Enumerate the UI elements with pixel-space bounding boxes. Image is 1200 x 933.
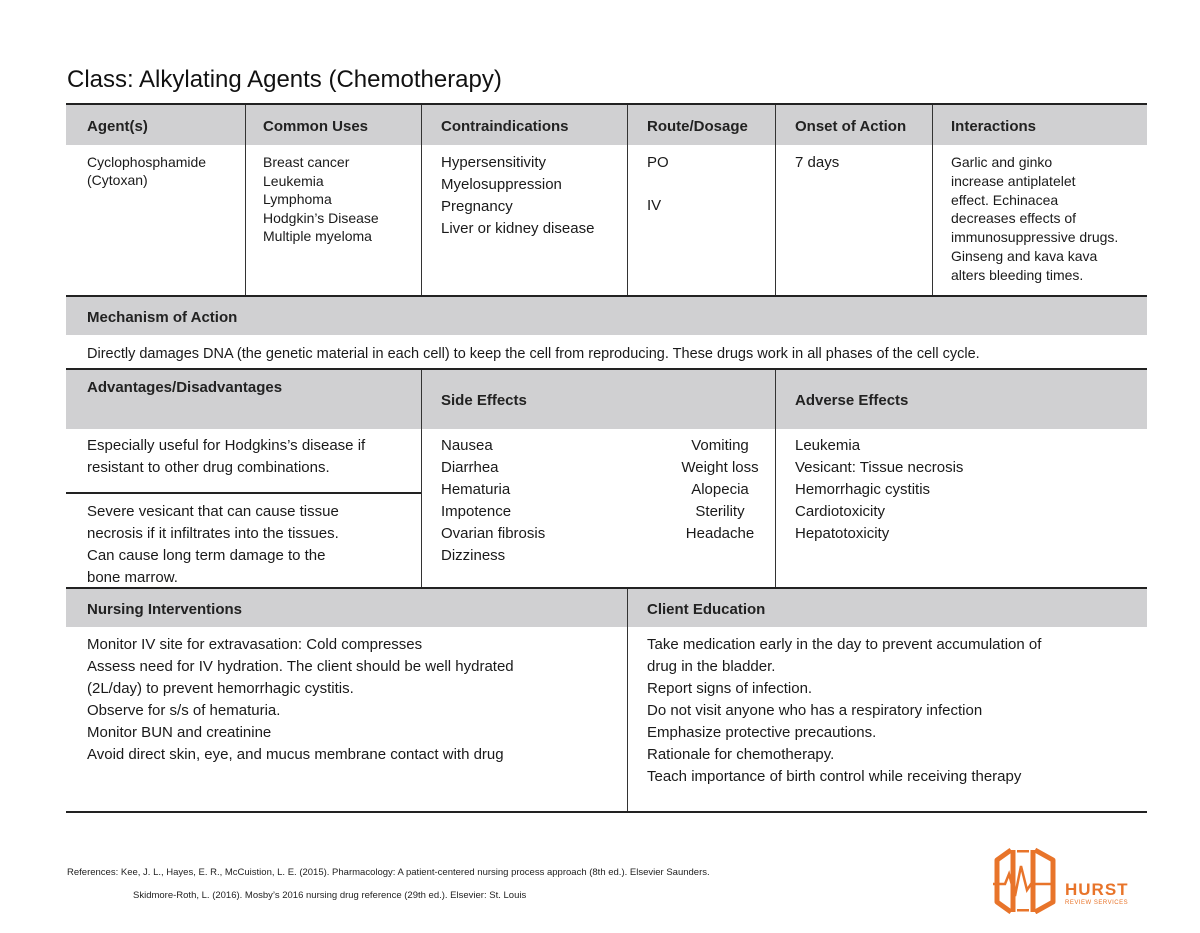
nursing-list bbox=[87, 634, 514, 766]
col-divider bbox=[421, 105, 422, 295]
adverse-effects-list bbox=[795, 435, 963, 545]
nursing-item: Observe for s/s of hematuria. bbox=[87, 702, 281, 719]
hurst-logo bbox=[993, 846, 1143, 914]
col-divider bbox=[775, 105, 776, 295]
adverse-effect-item: Cardiotoxicity bbox=[795, 503, 886, 520]
interaction-line: effect. Echinacea bbox=[951, 191, 1059, 208]
education-item: Report signs of infection. bbox=[647, 680, 813, 697]
agent-name: Cyclophosphamide bbox=[87, 154, 207, 170]
mechanism-text: Directly damages DNA (the genetic material in each cell) to keep the cell from reproducing. These drugs work in all phases of the cell cycle. bbox=[87, 346, 980, 362]
adverse-effect-item: Hemorrhagic cystitis bbox=[795, 481, 931, 498]
nursing-item: Assess need for IV hydration. The client should be well hydrated bbox=[87, 658, 514, 675]
interaction-line: decreases effects of bbox=[951, 210, 1077, 227]
adverse-effect-item: Hepatotoxicity bbox=[795, 525, 890, 542]
adverse-effect-item: Vesicant: Tissue necrosis bbox=[795, 459, 964, 476]
contraindication-item: Myelosuppression bbox=[441, 176, 562, 193]
logo-tagline: REVIEW SERVICES bbox=[1065, 900, 1129, 906]
education-list bbox=[647, 634, 1041, 788]
page-title: Class: Alkylating Agents (Chemotherapy) bbox=[67, 66, 502, 93]
contraindication-item: Liver or kidney disease bbox=[441, 220, 595, 237]
side-effect-item: Weight loss bbox=[681, 459, 759, 476]
advantage-line: resistant to other drug combinations. bbox=[87, 459, 330, 476]
col-header-common-uses: Common Uses bbox=[263, 118, 369, 135]
uses-cell bbox=[263, 153, 379, 246]
logo-name: HURST bbox=[1065, 880, 1129, 899]
nursing-item: (2L/day) to prevent hemorrhagic cystitis. bbox=[87, 680, 354, 697]
adverse-effect-item: Leukemia bbox=[795, 437, 861, 454]
col-header-interactions: Interactions bbox=[951, 118, 1037, 135]
side-effect-item: Hematuria bbox=[441, 481, 511, 498]
contraindication-item: Pregnancy bbox=[441, 198, 513, 215]
nursing-header: Nursing Interventions bbox=[87, 601, 243, 618]
side-effect-item: Sterility bbox=[695, 503, 745, 520]
side-effects-header: Side Effects bbox=[441, 392, 527, 409]
use-item: Lymphoma bbox=[263, 191, 332, 207]
interactions-cell bbox=[951, 153, 1118, 285]
bottom-rule bbox=[66, 811, 1147, 813]
side-effect-item: Dizziness bbox=[441, 547, 506, 564]
use-item: Multiple myeloma bbox=[263, 228, 372, 244]
route-cell bbox=[647, 152, 669, 217]
education-header: Client Education bbox=[647, 601, 766, 618]
disadvantage-line: Severe vesicant that can cause tissue bbox=[87, 503, 339, 520]
adv-divider bbox=[66, 492, 421, 494]
nursing-item: Monitor BUN and creatinine bbox=[87, 724, 272, 741]
col-header-route-dosage: Route/Dosage bbox=[647, 118, 748, 135]
interaction-line: Garlic and ginko bbox=[951, 154, 1053, 170]
col-divider bbox=[245, 105, 246, 295]
reference-1: References: Kee, J. L., Hayes, E. R., McCuistion, L. E. (2015). Pharmacology: A patient-centered nursing process approach (8th ed.). Elsevier Saunders. bbox=[67, 867, 710, 878]
reference-2: Skidmore-Roth, L. (2016). Mosby’s 2016 nursing drug reference (29th ed.). Elsevier: St. Louis bbox=[133, 890, 527, 901]
agent-brand: (Cytoxan) bbox=[87, 172, 148, 188]
use-item: Leukemia bbox=[263, 172, 324, 189]
mechanism-header: Mechanism of Action bbox=[87, 309, 238, 326]
advantage-line: Especially useful for Hodgkins’s disease if bbox=[87, 437, 366, 454]
education-item: Do not visit anyone who has a respiratory infection bbox=[647, 702, 983, 719]
interaction-line: alters bleeding times. bbox=[951, 266, 1084, 283]
contraindication-item: Hypersensitivity bbox=[441, 154, 547, 171]
nursing-item: Monitor IV site for extravasation: Cold compresses bbox=[87, 636, 423, 653]
education-item: Rationale for chemotherapy. bbox=[647, 746, 835, 763]
use-item: Hodgkin’s Disease bbox=[263, 209, 379, 226]
interaction-line: increase antiplatelet bbox=[951, 172, 1076, 189]
side-effect-item: Alopecia bbox=[691, 481, 749, 498]
side-effect-item: Impotence bbox=[441, 503, 512, 520]
education-item: Emphasize protective precautions. bbox=[647, 724, 877, 741]
use-item: Breast cancer bbox=[263, 154, 350, 170]
adverse-effects-header: Adverse Effects bbox=[795, 392, 909, 409]
nursing-item: Avoid direct skin, eye, and mucus membrane contact with drug bbox=[87, 746, 504, 763]
col-header-contraindications: Contraindications bbox=[441, 118, 569, 135]
disadvantage-line: necrosis if it infiltrates into the tissues. bbox=[87, 525, 339, 542]
side-effect-item: Diarrhea bbox=[441, 459, 499, 476]
agent-cell bbox=[87, 153, 206, 189]
side-effect-item: Vomiting bbox=[691, 437, 749, 454]
route-item: PO bbox=[647, 154, 669, 171]
side-effects-col1 bbox=[441, 435, 545, 567]
education-item: Take medication early in the day to prevent accumulation of bbox=[647, 636, 1042, 653]
col-divider bbox=[627, 589, 628, 812]
disadvantage-text bbox=[87, 501, 339, 589]
route-item: IV bbox=[647, 197, 662, 214]
col-divider bbox=[421, 370, 422, 588]
col-divider bbox=[775, 370, 776, 588]
disadvantage-line: Can cause long term damage to the bbox=[87, 547, 326, 564]
col-header-onset: Onset of Action bbox=[795, 118, 907, 135]
education-item: drug in the bladder. bbox=[647, 658, 776, 675]
side-effects-col2 bbox=[674, 435, 766, 545]
side-effect-item: Ovarian fibrosis bbox=[441, 525, 546, 542]
interaction-line: immunosuppressive drugs. bbox=[951, 229, 1119, 246]
interaction-line: Ginseng and kava kava bbox=[951, 247, 1098, 264]
onset-cell: 7 days bbox=[795, 154, 840, 171]
side-effect-item: Headache bbox=[685, 525, 755, 542]
side-effect-item: Nausea bbox=[441, 437, 493, 454]
col-divider bbox=[932, 105, 933, 295]
advantage-text bbox=[87, 435, 365, 479]
col-header-agents: Agent(s) bbox=[87, 118, 148, 135]
contraindications-cell bbox=[441, 152, 594, 240]
education-item: Teach importance of birth control while receiving therapy bbox=[647, 768, 1022, 785]
adv-disadv-header: Advantages/Disadvantages bbox=[87, 379, 283, 396]
disadvantage-line: bone marrow. bbox=[87, 569, 178, 586]
col-divider bbox=[627, 105, 628, 295]
